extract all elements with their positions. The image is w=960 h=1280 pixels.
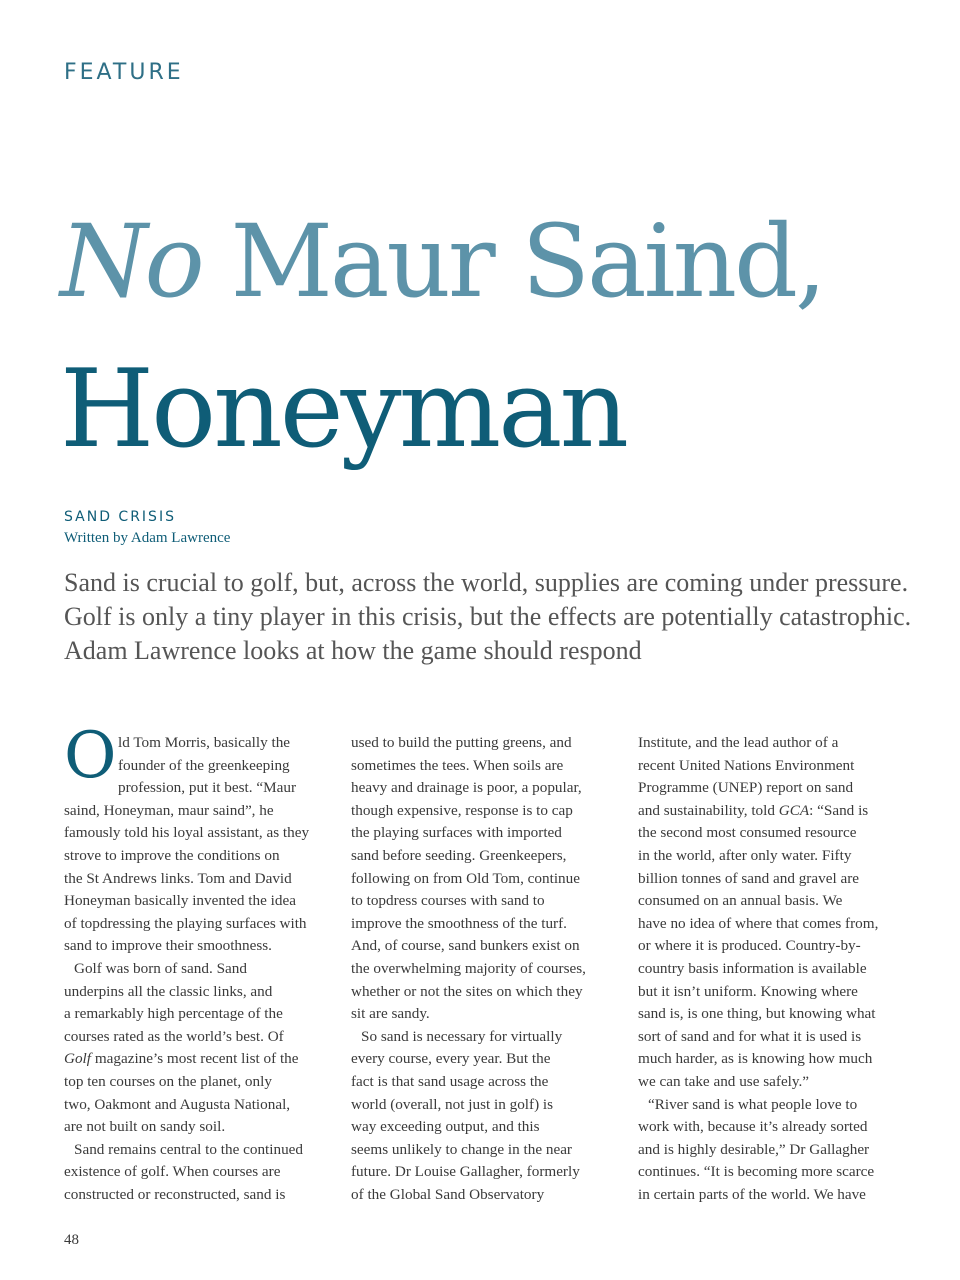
body-line: Honeyman basically invented the idea [64,892,296,910]
headline-line-1-rest: Maur Saind, [201,203,824,320]
body-line: or where it is produced. Country-by- [638,937,861,955]
body-line: sand before seeding. Greenkeepers, [351,846,567,864]
dropcap-line: profession, put it best. “Maur [118,779,297,797]
dropcap-line: ld Tom Morris, basically the [118,734,291,751]
body-line: courses rated as the world’s best. Of [64,1027,284,1045]
body-line: though expensive, response is to cap [351,801,573,819]
body-line: famously told his loyal assistant, as they [64,824,310,842]
body-line: we can take and use safely.” [638,1072,810,1090]
body-line: work with, because it’s already sorted [638,1118,868,1136]
body-line: Programme (UNEP) report on sand [638,779,854,797]
drop-cap: O [64,719,117,793]
headline-line-2: Honeyman [60,347,627,472]
body-line-text: and sustainability, told [638,801,779,819]
body-line: consumed on an annual basis. We [638,892,843,910]
body-line: heavy and drainage is poor, a popular, [351,779,582,797]
body-line: the overwhelming majority of courses, [351,959,586,977]
body-line: world (overall, not just in golf) is [351,1095,554,1113]
headline-italic-word: No [60,203,202,320]
page-number: 48 [64,1232,79,1248]
body-line: improve the smoothness of the turf. [351,914,567,932]
body-line: Golf was born of sand. Sand [74,959,247,977]
body-line [638,800,900,823]
body-line-text: : “Sand is [809,801,869,819]
body-line: sometimes the tees. When soils are [351,756,564,774]
body-line: in certain parts of the world. We have [638,1185,866,1203]
magazine-title-golf: Golf [64,1050,92,1068]
section-label: FEATURE [64,60,184,85]
body-line: the St Andrews links. Tom and David [64,869,292,887]
headline-line-1 [60,203,824,320]
body-line: used to build the putting greens, and [351,734,572,751]
body-line: to topdress courses with sand to [351,892,545,910]
body-line: Sand remains central to the continued [74,1140,304,1158]
body-line: fact is that sand usage across the [351,1072,549,1090]
body-line: saind, Honeyman, maur saind”, he [64,801,274,819]
body-line [64,1048,326,1071]
body-line: of the Global Sand Observatory [351,1185,545,1203]
body-column-2 [351,732,613,1206]
body-line-text: magazine’s most recent list of the [94,1050,299,1068]
body-line: strove to improve the conditions on [64,846,280,864]
body-line: the second most consumed resource [638,824,857,842]
body-line: but it isn’t uniform. Knowing where [638,982,858,1000]
body-line: are not built on sandy soil. [64,1118,226,1136]
body-column-3 [638,732,900,1206]
body-line: in the world, after only water. Fifty [638,846,852,864]
body-line: much harder, as is knowing how much [638,1050,873,1068]
dropcap-paragraph-start [64,719,326,800]
body-line: Institute, and the lead author of a [638,734,839,751]
body-column-1 [64,719,326,1206]
body-line: sit are sandy. [351,1005,430,1023]
body-line: constructed or reconstructed, sand is [64,1185,286,1203]
body-line: whether or not the sites on which they [351,982,583,1000]
body-line: following on from Old Tom, continue [351,869,580,887]
body-line: billion tonnes of sand and gravel are [638,869,859,887]
body-line: sort of sand and for what it is used is [638,1027,862,1045]
body-line: sand to improve their smoothness. [64,937,272,955]
body-line: continues. “It is becoming more scarce [638,1163,875,1181]
body-line: And, of course, sand bunkers exist on [351,937,580,955]
body-line: sand is, is one thing, but knowing what [638,1005,876,1023]
magazine-title-gca: GCA [778,801,810,819]
body-line: every course, every year. But the [351,1050,551,1068]
body-line: “River sand is what people love to [648,1095,858,1113]
body-line: country basis information is available [638,959,867,977]
body-line: recent United Nations Environment [638,756,855,774]
body-line: seems unlikely to change in the near [351,1140,572,1158]
body-line: a remarkably high percentage of the [64,1005,283,1023]
dropcap-line: founder of the greenkeeping [118,756,290,774]
body-line: and is highly desirable,” Dr Gallagher [638,1140,870,1158]
body-line: So sand is necessary for virtually [361,1027,563,1045]
body-line: have no idea of where that comes from, [638,914,879,932]
body-line: two, Oakmont and Augusta National, [64,1095,291,1113]
body-line: of topdressing the playing surfaces with [64,914,307,932]
byline: Written by Adam Lawrence [64,530,231,546]
body-line: underpins all the classic links, and [64,982,273,1000]
body-line: existence of golf. When courses are [64,1163,281,1181]
standfirst: Sand is crucial to golf, but, across the world, supplies are coming under pressure. Golf is only a tiny player in this crisis, but the effects are potentially catastrophic. Adam Lawrence looks at how the game should respond [64,568,912,665]
kicker: SAND CRISIS [64,509,176,525]
body-line: the playing surfaces with imported [351,824,562,842]
body-line: future. Dr Louise Gallagher, formerly [351,1163,580,1181]
body-line: way exceeding output, and this [351,1118,540,1136]
body-line: top ten courses on the planet, only [64,1072,272,1090]
